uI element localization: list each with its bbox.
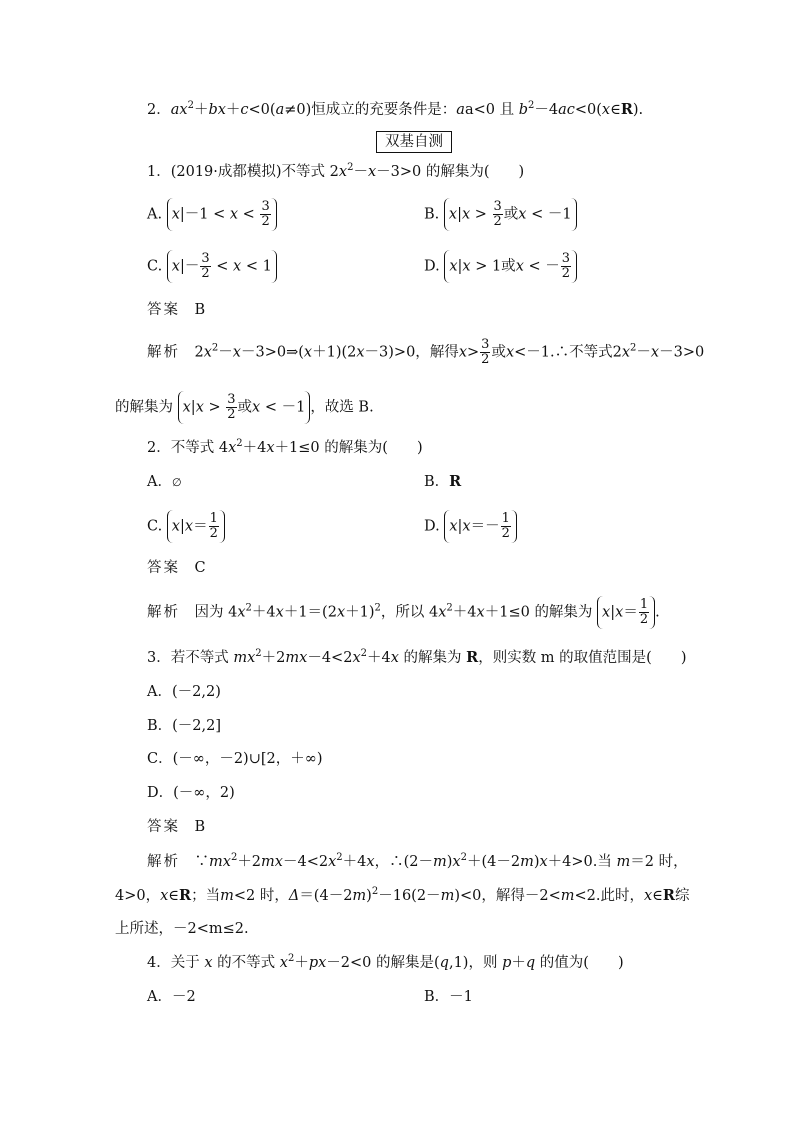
q3-option-d: D．(－∞，2) xyxy=(147,785,235,801)
q1-explanation-line2: 的解集为 x|x > $\frac{3}{2}$ 或x < －1 ，故选 B. xyxy=(115,392,374,422)
q2-explanation: 解析 因为 $4x^2+4x+1=(2x+1)^2$，所以 $4x^2+4x+1\le 0$ 的解集为 x|x＝ $\frac{1}{2}$ . xyxy=(147,597,660,627)
q3-answer: 答案 B xyxy=(147,819,206,835)
q1-option-b-set: x|x > $\frac{3}{2}$ 或x < －1 xyxy=(444,198,577,231)
q3-explanation-line2: 4>0，x∈R；当m<2 时，$\Delta=(4-2m)^2-16(2-m)<0$，解得－2<m<2.此时，x∈R综 xyxy=(115,886,690,904)
q2-answer: 答案 C xyxy=(147,560,206,576)
q1-explanation-line1: 解析 $2x^2-x-3>0\Rightarrow(x+1)(2x-3)>0$，解得x> $\frac{3}{2}$ 或x<－1.∴不等式$2x^2-x-3>0$ xyxy=(147,337,705,367)
q2-option-a: A．∅ xyxy=(147,474,182,490)
q3-explanation-line3: 上所述，－2<m≤2. xyxy=(115,921,249,937)
q3-option-a: A．(－2,2) xyxy=(147,684,221,700)
q4-option-a: A．－2 xyxy=(147,989,196,1005)
question-3-stem: 3．若不等式 $mx^2+2mx-4<2x^2+4x$ 的解集为 R，则实数 m 的取值范围是( ) xyxy=(147,648,687,666)
q3-explanation-line1: 解析 $\because mx^2+2mx-4<2x^2+4x$，$\therefore(2-m)x^2+(4-2m)x+4>0$.当 m＝2 时， xyxy=(147,852,688,870)
question-1-stem: 1．(2019·成都模拟)不等式 $2x^2-x-3>0$ 的解集为( ) xyxy=(147,162,525,180)
section-title: 双基自测 xyxy=(376,131,452,153)
q3-option-c: C．(－∞，－2)∪[2，＋∞) xyxy=(147,751,323,767)
q1-option-a: A. x|－1 < x < $\frac{3}{2}$ xyxy=(147,198,277,231)
q1-option-d-set: x|x > 1或x < － $\frac{3}{2}$ xyxy=(444,250,577,283)
question-2-stem: 2．不等式 $4x^2+4x+1\le 0$ 的解集为( ) xyxy=(147,438,423,456)
q2-explanation-set: x|x＝ $\frac{1}{2}$ xyxy=(597,596,655,629)
question-4-stem: 4．关于 x 的不等式 $x^2+px-2<0$ 的解集是(q,1)，则 p＋q 的值为( ) xyxy=(147,953,624,971)
q1-option-d: D. x|x > 1或x < － $\frac{3}{2}$ xyxy=(424,250,577,283)
q1-answer: 答案 B xyxy=(147,302,206,318)
q1-option-b: B. x|x > $\frac{3}{2}$ 或x < －1 xyxy=(424,198,577,231)
q2-option-d: D. x|x＝－ $\frac{1}{2}$ xyxy=(424,510,517,543)
q2-option-c: C. x|x＝ $\frac{1}{2}$ xyxy=(147,510,225,543)
q2-option-b: B．R xyxy=(424,473,462,490)
q1-option-c-set: x|－ $\frac{3}{2}$ < x < 1 xyxy=(167,250,277,283)
condition-line: 2．$ax^2+bx+c<0(a\ne 0)$恒成立的充要条件是：aa<0 且 $b^2-4ac<0(x\in R)$. xyxy=(147,100,644,118)
q1-option-a-set: x|－1 < x < $\frac{3}{2}$ xyxy=(167,198,277,231)
empty-set-symbol: ∅ xyxy=(171,476,182,489)
q2-option-d-set: x|x＝－ $\frac{1}{2}$ xyxy=(444,510,517,543)
q4-option-b: B．－1 xyxy=(424,989,473,1005)
q2-option-c-set: x|x＝ $\frac{1}{2}$ xyxy=(167,510,225,543)
q1-explanation-set: x|x > $\frac{3}{2}$ 或x < －1 xyxy=(178,391,311,424)
q1-option-c: C. x|－ $\frac{3}{2}$ < x < 1 xyxy=(147,250,277,283)
q3-option-b: B．(－2,2] xyxy=(147,718,222,734)
